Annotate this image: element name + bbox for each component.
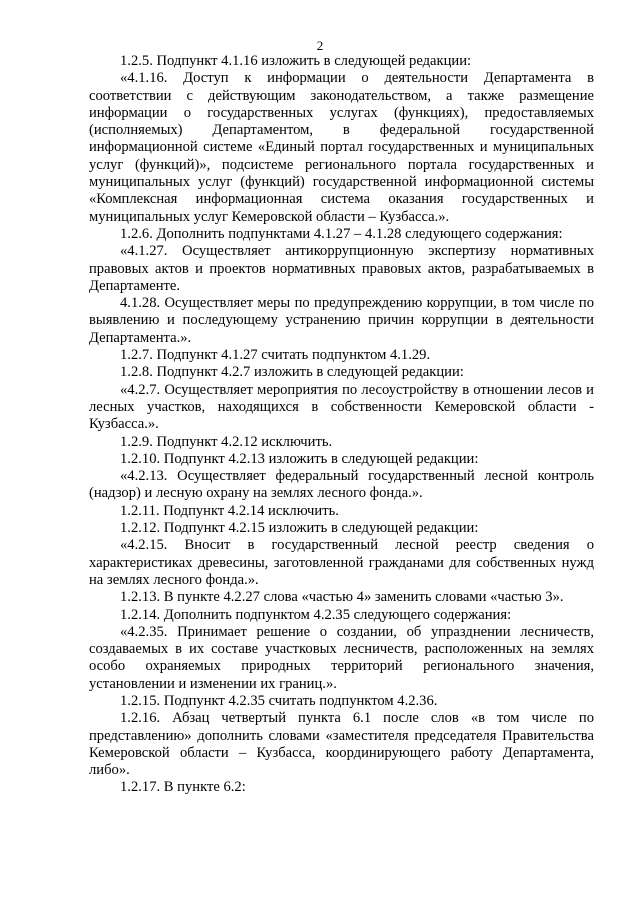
paragraph: 1.2.15. Подпункт 4.2.35 считать подпунктом 4.2.36. [120,692,438,709]
paragraph: 1.2.12. Подпункт 4.2.15 изложить в следующей редакции: [120,520,479,537]
paragraph: «4.2.7. Осуществляет мероприятия по лесоустройству в отношении лесов и лесных участков, находящихся в собственности Кемеровской области - Кузбасса.». [89,381,594,433]
paragraph: «4.2.13. Осуществляет федеральный государственный лесной контроль (надзор) и лесную охрану на землях лесного фонда.». [89,468,594,502]
paragraph: 1.2.9. Подпункт 4.2.12 исключить. [120,433,333,450]
paragraph: 1.2.6. Дополнить подпунктами 4.1.27 – 4.1.28 следующего содержания: [120,225,563,242]
paragraph: 1.2.13. В пункте 4.2.27 слова «частью 4» заменить словами «частью 3». [120,589,564,606]
document-body [89,53,594,797]
paragraph: 1.2.5. Подпункт 4.1.16 изложить в следующей редакции: [120,53,472,69]
paragraph: 1.2.7. Подпункт 4.1.27 считать подпунктом 4.1.29. [120,347,431,364]
paragraph: 4.1.28. Осуществляет меры по предупреждению коррупции, в том числе по выявлению и последующему устранению причин коррупции в деятельности Департамента.». [89,295,594,346]
paragraph: «4.2.15. Вносит в государственный лесной реестр сведения о характеристиках древесины, заготовленной гражданами для собственных нужд на землях лесного фонда.». [89,537,594,588]
paragraph: 1.2.16. Абзац четвертый пункта 6.1 после слов «в том числе по представлению» дополнить словами «заместителя председателя Правительства Кемеровской области – Кузбасса, координирующего работу Департамента, либо». [89,710,594,779]
paragraph: 1.2.10. Подпункт 4.2.13 изложить в следующей редакции: [120,450,479,467]
page-number: 2 [316,38,324,53]
paragraph: 1.2.11. Подпункт 4.2.14 исключить. [120,502,339,519]
paragraph: «4.2.35. Принимает решение о создании, об упразднении лесничеств, создаваемых в их составе участковых лесничеств, расположенных на землях особо охраняемых природных территорий регионального значения, установлении и изменении их границ.». [89,623,594,692]
paragraph: 1.2.8. Подпункт 4.2.7 изложить в следующей редакции: [120,364,464,381]
paragraph: 1.2.17. В пункте 6.2: [120,779,246,796]
paragraph: «4.1.27. Осуществляет антикоррупционную экспертизу нормативных правовых актов и проектов нормативных правовых актов, разрабатываемых в Департаменте. [89,243,594,294]
paragraph: 1.2.14. Дополнить подпунктом 4.2.35 следующего содержания: [120,606,512,623]
paragraph: «4.1.16. Доступ к информации о деятельности Департамента в соответствии с действующим законодательством, а также размещение информации о государственных услугах (функциях), предоставляемых (исполняемых) Департаментом, в федеральной государственной информационной системе «Единый портал государственных и муниципальных услуг (функций)», подсистеме регионального портала государственных и муниципальных услуг (функций) государственной информационной системы «Комплексная информационная система оказания государственных и муниципальных услуг Кемеровской области – Кузбасса.». [89,70,594,225]
